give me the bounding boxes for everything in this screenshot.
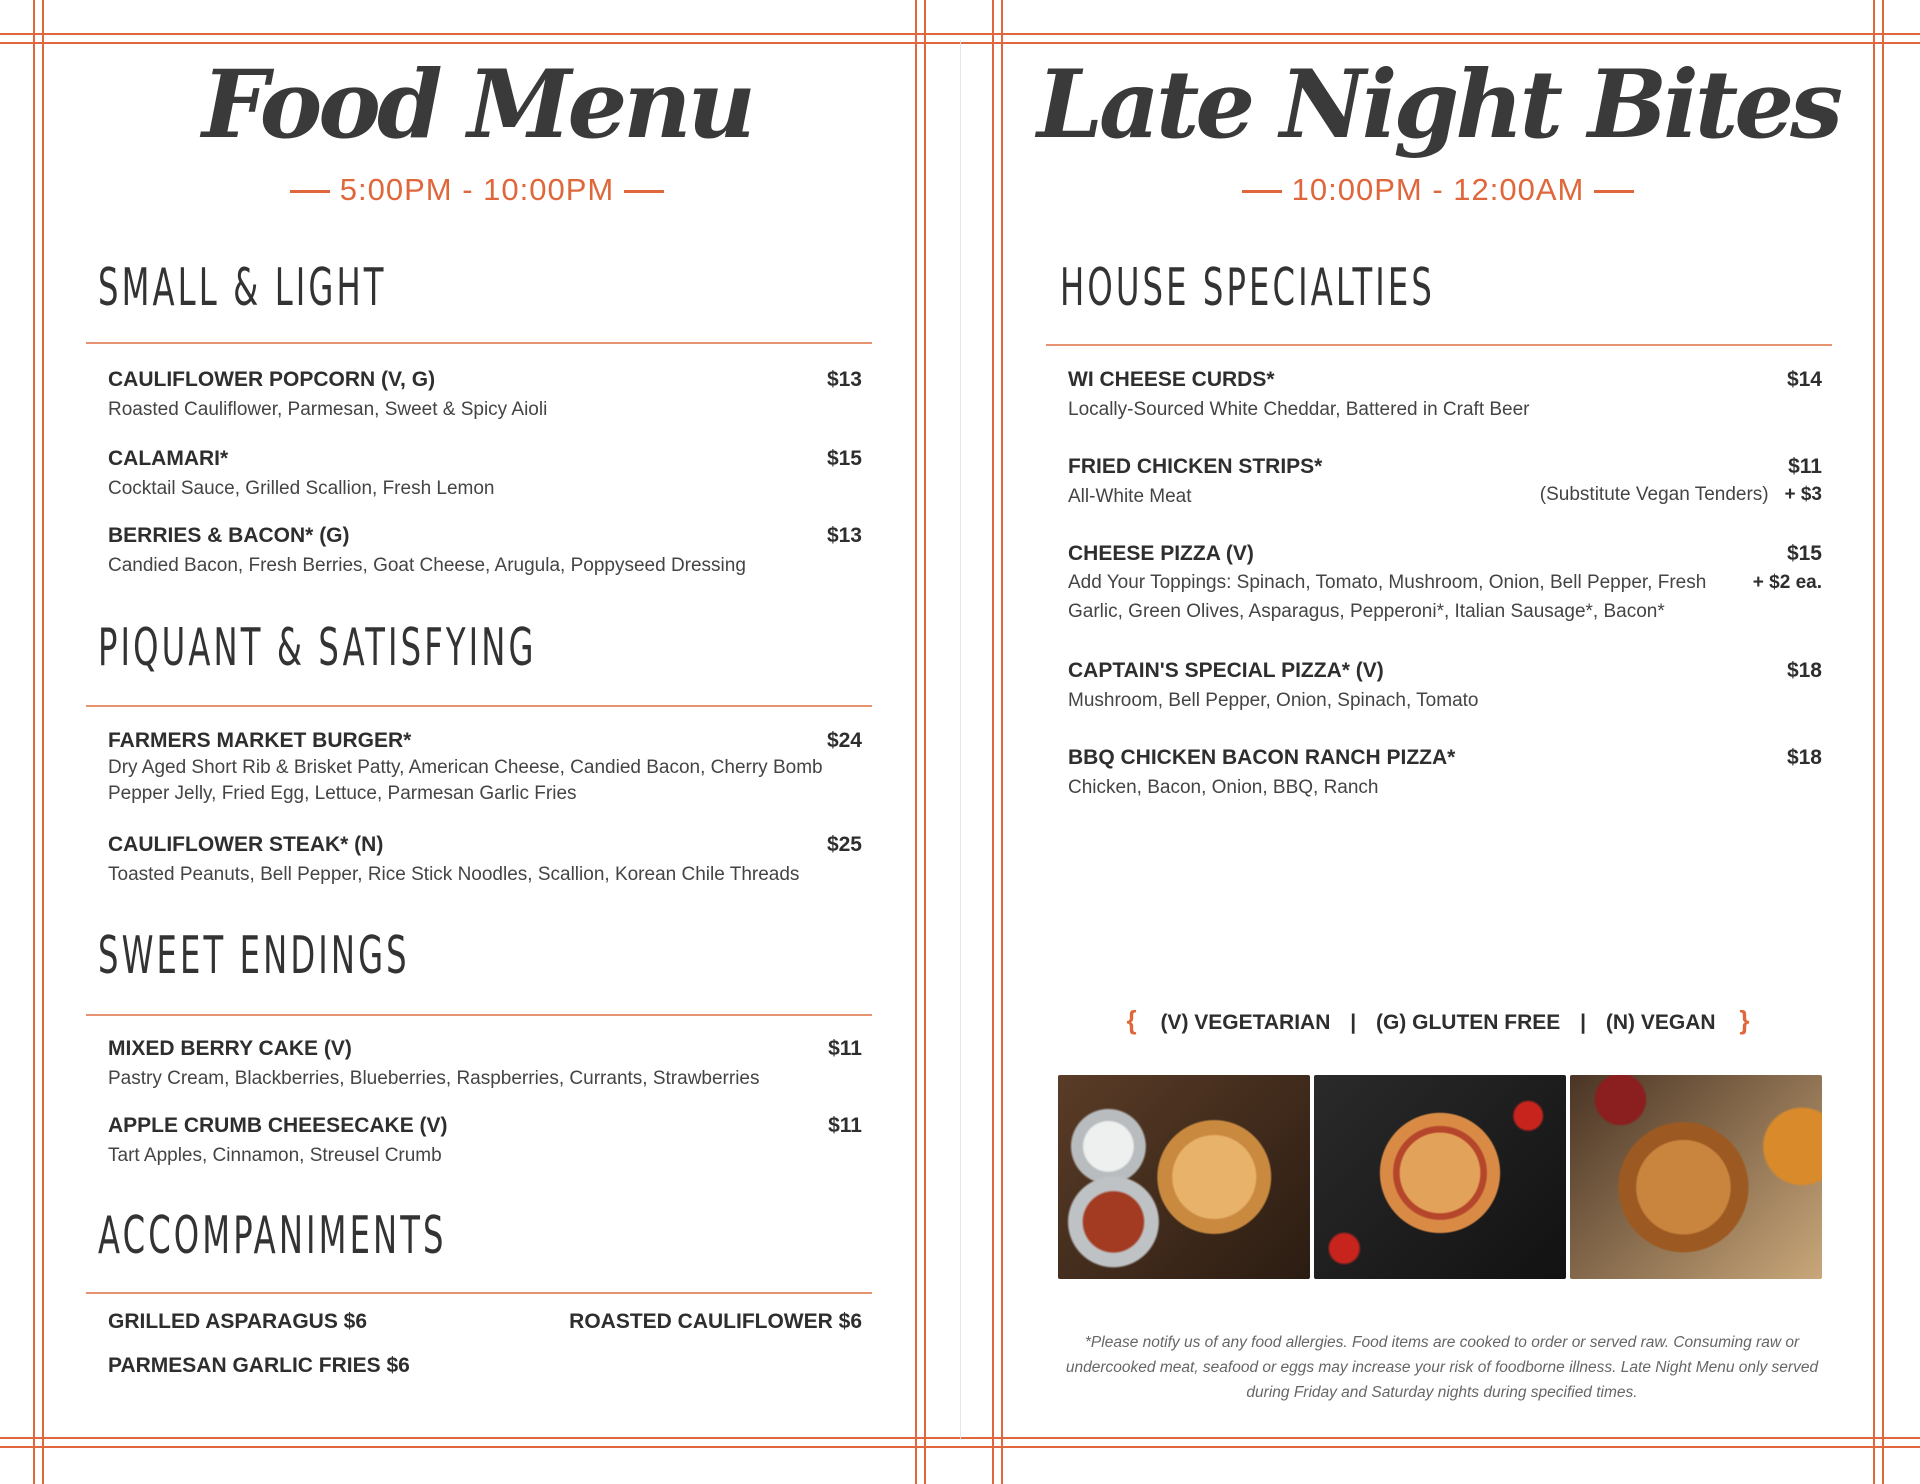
item-price: $14 (1786, 368, 1822, 391)
section-divider (86, 705, 872, 707)
item-price: $25 (826, 833, 862, 856)
item-price: $18 (1786, 746, 1822, 769)
item-description: Cocktail Sauce, Grilled Scallion, Fresh Lemon (108, 478, 495, 499)
section-divider (86, 1292, 872, 1294)
legend-vegan: (N) VEGAN (1605, 1011, 1716, 1034)
item-extra (1753, 572, 1822, 594)
menu-item (108, 524, 862, 579)
hours-text: 5:00PM - 10:00PM (339, 172, 615, 207)
item-extra-price: + $3 (1784, 484, 1822, 505)
section-title-accompaniments: ACCOMPANIMENTS (98, 1206, 447, 1266)
pizza-photo (1314, 1075, 1566, 1279)
legend-vegetarian: (V) VEGETARIAN (1160, 1011, 1331, 1034)
menu-item (108, 447, 862, 502)
item-extra-note: (Substitute Vegan Tenders) (1539, 484, 1769, 505)
section-title-house-specialties: HOUSE SPECIALTIES (1060, 258, 1435, 318)
item-price: $15 (826, 447, 862, 470)
border-line (924, 0, 926, 1484)
accompaniment-item: PARMESAN GARLIC FRIES $6 (108, 1354, 410, 1377)
item-name: CAULIFLOWER POPCORN (V, G) (108, 368, 436, 391)
menu-item (1068, 455, 1822, 510)
late-night-hours (1002, 172, 1874, 208)
item-description: Candied Bacon, Fresh Berries, Goat Cheese, Arugula, Poppyseed Dressing (108, 555, 746, 576)
item-price: $24 (826, 729, 862, 752)
section-divider (86, 1014, 872, 1016)
hours-text: 10:00PM - 12:00AM (1291, 172, 1585, 207)
item-price: $18 (1786, 659, 1822, 682)
item-name: MIXED BERRY CAKE (V) (108, 1037, 352, 1060)
legend-open-brace: { (1126, 1005, 1137, 1035)
section-divider (1046, 344, 1832, 346)
border-line (915, 0, 917, 1484)
hours-rule (624, 190, 664, 193)
hours-rule (290, 190, 330, 193)
fried-chicken-photo (1570, 1075, 1822, 1279)
menu-item (108, 1037, 862, 1092)
item-description: Tart Apples, Cinnamon, Streusel Crumb (108, 1145, 442, 1166)
section-divider (86, 342, 872, 344)
item-name: CALAMARI* (108, 447, 229, 470)
item-name: FRIED CHICKEN STRIPS* (1068, 455, 1323, 478)
item-price: $13 (826, 524, 862, 547)
accompaniment-item: GRILLED ASPARAGUS $6 (108, 1310, 368, 1333)
dietary-legend (1002, 1005, 1874, 1036)
menu-item (108, 368, 862, 423)
menu-item (1068, 542, 1822, 626)
menu-item (108, 1114, 862, 1169)
item-name: CAULIFLOWER STEAK* (N) (108, 833, 384, 856)
section-title-piquant-satisfying: PIQUANT & SATISFYING (98, 618, 537, 678)
legend-separator: | (1350, 1011, 1357, 1034)
late-night-title: Late Night Bites (1036, 50, 1840, 160)
item-price: $11 (828, 1037, 862, 1060)
item-description: Roasted Cauliflower, Parmesan, Sweet & Spicy Aioli (108, 399, 548, 420)
hours-rule (1242, 190, 1282, 193)
item-name: BBQ CHICKEN BACON RANCH PIZZA* (1068, 746, 1456, 769)
menu-item (1068, 659, 1822, 714)
legend-separator: | (1580, 1011, 1587, 1034)
late-night-panel (1002, 0, 1874, 1484)
item-description: All-White Meat (1068, 486, 1192, 507)
item-name: CHEESE PIZZA (V) (1068, 542, 1254, 565)
item-price: $13 (826, 368, 862, 391)
item-name: BERRIES & BACON* (G) (108, 524, 350, 547)
fold-line (960, 40, 961, 1440)
item-name: APPLE CRUMB CHEESECAKE (V) (108, 1114, 448, 1137)
border-line (1882, 0, 1884, 1484)
item-description: Mushroom, Bell Pepper, Onion, Spinach, Tomato (1068, 690, 1479, 711)
item-description: Dry Aged Short Rib & Brisket Patty, American Cheese, Candied Bacon, Cherry Bomb Pepper Jelly, Fried Egg, Lettuce, Parmesan Garlic Fries (108, 757, 823, 804)
legend-close-brace: } (1739, 1005, 1750, 1035)
menu-item (108, 729, 862, 807)
item-price: $15 (1786, 542, 1822, 565)
section-title-small-light: SMALL & LIGHT (98, 258, 387, 318)
item-extra (1540, 484, 1822, 506)
item-description: Add Your Toppings: Spinach, Tomato, Mushroom, Onion, Bell Pepper, Fresh Garlic, Green Olives, Asparagus, Pepperoni*, Italian Sausage*, Bacon* (1068, 572, 1707, 622)
food-menu-title: Food Menu (202, 50, 752, 160)
menu-item (108, 833, 862, 888)
menu-item (1068, 746, 1822, 801)
item-description: Toasted Peanuts, Bell Pepper, Rice Stick Noodles, Scallion, Korean Chile Threads (108, 864, 800, 885)
item-name: CAPTAIN'S SPECIAL PIZZA* (V) (1068, 659, 1384, 682)
item-description: Chicken, Bacon, Onion, BBQ, Ranch (1068, 777, 1379, 798)
border-line (992, 0, 994, 1484)
item-extra-price: + $2 ea. (1752, 572, 1822, 593)
menu-item (1068, 368, 1822, 423)
cheese-curds-photo (1058, 1075, 1310, 1279)
hours-rule (1594, 190, 1634, 193)
item-name: FARMERS MARKET BURGER* (108, 729, 412, 752)
food-menu-panel (46, 0, 908, 1484)
section-title-sweet-endings: SWEET ENDINGS (98, 926, 410, 986)
legend-gluten-free: (G) GLUTEN FREE (1375, 1011, 1561, 1034)
item-description: Locally-Sourced White Cheddar, Battered in Craft Beer (1068, 399, 1530, 420)
allergy-footnote: *Please notify us of any food allergies. Food items are cooked to order or served raw. Consuming raw or undercooked meat, seafood or eggs may increase your risk of foodborne illness. Late Night Menu only served during Friday and Saturday nights during specified times. (1065, 1334, 1819, 1401)
border-line (33, 0, 35, 1484)
item-name: WI CHEESE CURDS* (1068, 368, 1275, 391)
item-price: $11 (828, 1114, 862, 1137)
accompaniment-item: ROASTED CAULIFLOWER $6 (569, 1310, 862, 1333)
item-description: Pastry Cream, Blackberries, Blueberries, Raspberries, Currants, Strawberries (108, 1068, 760, 1089)
food-menu-hours (46, 172, 908, 208)
item-price: $11 (1788, 455, 1822, 478)
border-line (42, 0, 44, 1484)
